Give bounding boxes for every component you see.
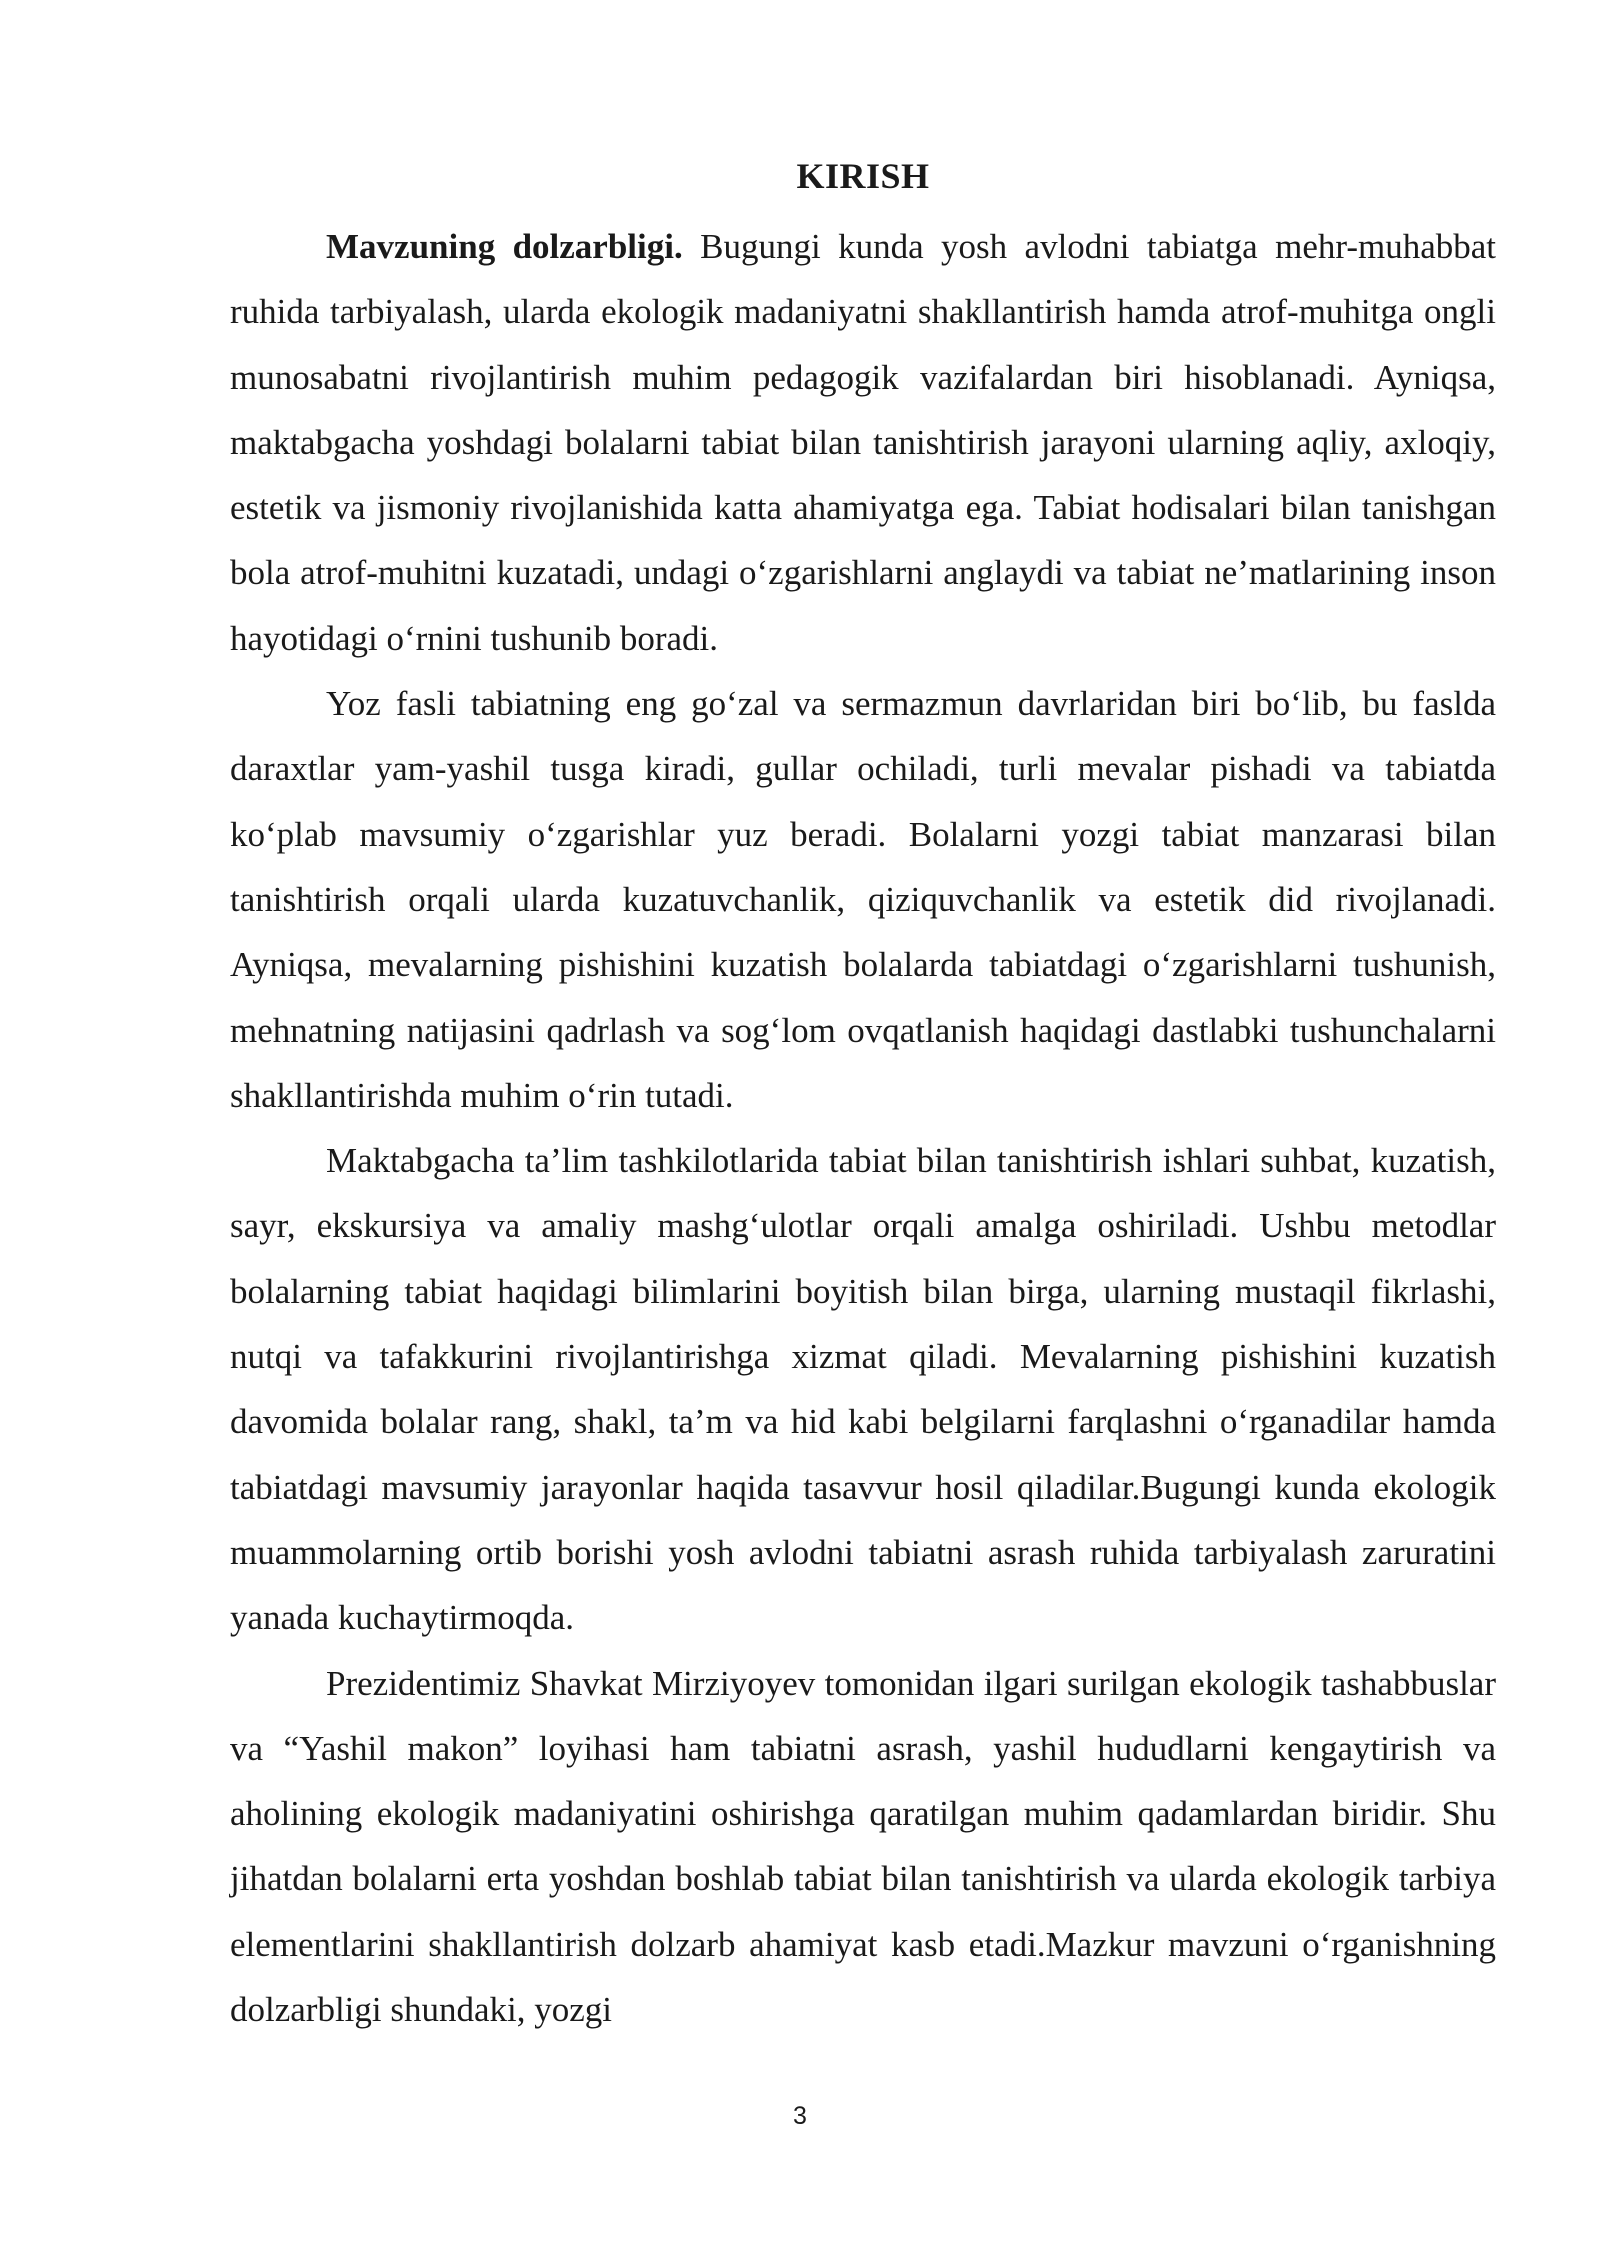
document-page [230,150,1496,2042]
paragraph-1 [230,214,1496,671]
paragraph-4 [230,1651,1496,2043]
paragraph-lead: Mavzuning dolzarbligi. [326,227,683,266]
paragraph-2 [230,671,1496,1128]
paragraph-text: Maktabgacha ta’lim tashkilotlarida tabiat bilan tanishtirish ishlari suhbat, kuzatish, sayr, ekskursiya va amaliy mashg‘ulotlar orqali amalga oshiriladi. Ushbu metodlar bolalarning tabiat haqidagi bilimlarini boyitish bilan birga, ularning mustaqil fikrlashi, nutqi va tafakkurini rivojlantirishga xizmat qiladi. Mevalarning pishishini kuzatish davomida bolalar rang, shakl, ta’m va hid kabi belgilarni farqlashni o‘rganadilar hamda tabiatdagi mavsumiy jarayonlar haqida tasavvur hosil qiladilar.Bugungi kunda ekologik muammolarning ortib borishi yosh avlodni tabiatni asrash ruhida tarbiyalash zaruratini yanada kuchaytirmoqda. [230,1141,1496,1638]
page-number: 3 [793,2102,807,2130]
paragraph-text: Bugungi kunda yosh avlodni tabiatga mehr-muhabbat ruhida tarbiyalash, ularda ekologik madaniyatni shakllantirish hamda atrof-muhitga ongli munosabatni rivojlantirish muhim pedagogik vazifalardan biri hisoblanadi. Ayniqsa, maktabgacha yoshdagi bolalarni tabiat bilan tanishtirish jarayoni ularning aqliy, axloqiy, estetik va jismoniy rivojlanishida katta ahamiyatga ega. Tabiat hodisalari bilan tanishgan bola atrof-muhitni kuzatadi, undagi o‘zgarishlarni anglaydi va tabiat ne’matlarining inson hayotidagi o‘rnini tushunib boradi. [230,227,1496,658]
paragraph-3 [230,1128,1496,1650]
paragraph-text: Prezidentimiz Shavkat Mirziyoyev tomonidan ilgari surilgan ekologik tashabbuslar va “Yashil makon” loyihasi ham tabiatni asrash, yashil hududlarni kengaytirish va aholining ekologik madaniyatini oshirishga qaratilgan muhim qadamlardan biridir. Shu jihatdan bolalarni erta yoshdan boshlab tabiat bilan tanishtirish va ularda ekologik tarbiya elementlarini shakllantirish dolzarb ahamiyat kasb etadi.Mazkur mavzuni o‘rganishning dolzarbligi shundaki, yozgi [230,1663,1496,2030]
section-heading: KIRISH [796,156,930,196]
paragraph-text: Yoz fasli tabiatning eng go‘zal va sermazmun davrlaridan biri bo‘lib, bu faslda daraxtlar yam-yashil tusga kiradi, gullar ochiladi, turli mevalar pishadi va tabiatda ko‘plab mavsumiy o‘zgarishlar yuz beradi. Bolalarni yozgi tabiat manzarasi bilan tanishtirish orqali ularda kuzatuvchanlik, qiziquvchanlik va estetik did rivojlanadi. Ayniqsa, mevalarning pishishini kuzatish bolalarda tabiatdagi o‘zgarishlarni tushunish, mehnatning natijasini qadrlash va sog‘lom ovqatlanish haqidagi dastlabki tushunchalarni shakllantirishda muhim o‘rin tutadi. [230,684,1496,1115]
